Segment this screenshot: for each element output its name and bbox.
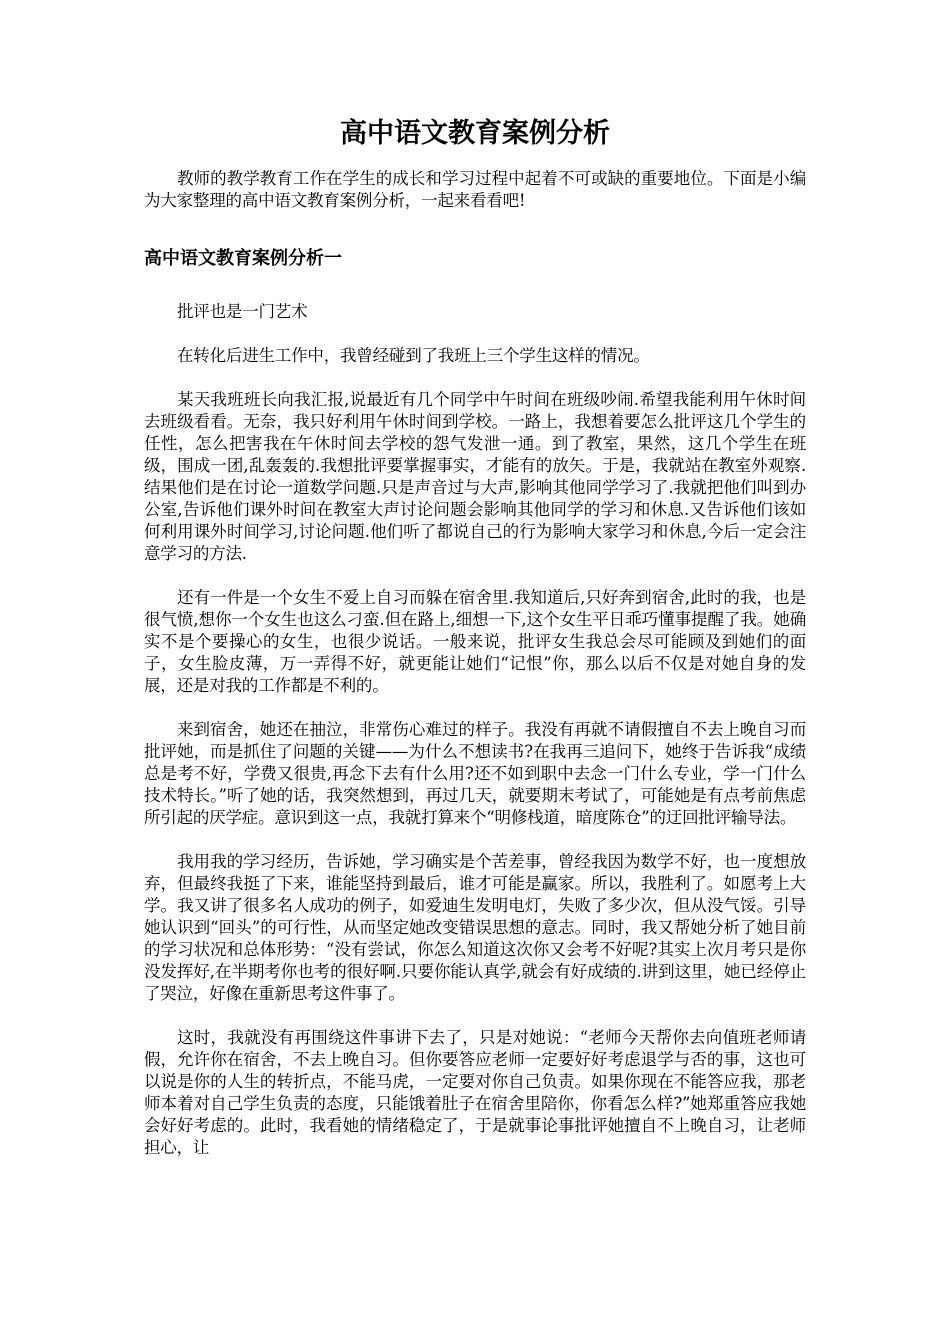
paragraph: 在转化后进生工作中，我曾经碰到了我班上三个学生这样的情况。: [177, 346, 650, 365]
document-body: [144, 168, 806, 1159]
section-heading: 高中语文教育案例分析一: [144, 248, 342, 269]
paragraph: 我用我的学习经历，告诉她，学习确实是个苦差事，曾经我因为数学不好，也一度想放弃，但最终我挺了下来，谁能坚持到最后，谁才可能是赢家。所以，我胜利了。如愿考上大学。我又讲了很多名人成功的例子，如爱迪生发明电灯，失败了多少次，但从没气馁。引导她认识到“回头”的可行性，从而坚定她改变错误思想的意志。同时，我又帮她分析了她目前的学习状况和总体形势：“没有尝试，你怎么知道这次你又会考不好呢?其实上次月考只是你没发挥好,在半期考你也考的很好啊.只要你能认真学,就会有好成绩的.讲到这里，她已经停止了哭泣，好像在重新思考这件事了。: [144, 852, 806, 1003]
paragraph: 批评也是一门艺术: [177, 302, 308, 321]
paragraph: 某天我班班长向我汇报,说最近有几个同学中午时间在班级吵闹.希望我能利用午休时间去班级看看。无奈，我只好利用午休时间到学校。一路上，我想着要怎么批评这几个学生的任性，怎么把害我在午休时间去学校的怨气发泄一通。到了教室，果然，这几个学生在班级，围成一团,乱轰轰的.我想批评要掌握事实，才能有的放矢。于是，我就站在教室外观察.结果他们是在讨论一道数学问题.只是声音过与大声,影响其他同学学习了.我就把他们叫到办公室,告诉他们课外时间在教室大声讨论问题会影响其他同学的学习和休息.又告诉他们该如何利用课外时间学习,讨论问题.他们听了都说自己的行为影响大家学习和休息,今后一定会注意学习的方法.: [144, 390, 806, 563]
paragraph: 这时，我就没有再围绕这件事讲下去了，只是对她说：“老师今天帮你去向值班老师请假，允许你在宿舍，不去上晚自习。但你要答应老师一定要好好考虑退学与否的事，这也可以说是你的人生的转折点，不能马虎，一定要对你自己负责。如果你现在不能答应我，那老师本着对自己学生负责的态度，只能饿着肚子在宿舍里陪你，你看怎么样?”她郑重答应我她会好好考虑的。此时，我看她的情绪稳定了，于是就事论事批评她擅自不上晚自习，让老师担心，让: [144, 1028, 806, 1157]
document-title: 高中语文教育案例分析: [340, 118, 610, 149]
paragraph: 还有一件是一个女生不爱上自习而躲在宿舍里.我知道后,只好奔到宿舍,此时的我，也是很气愤,想你一个女生也这么刁蛮.但在路上,细想一下,这个女生平日乖巧懂事提醒了我。她确实不是个要操心的女生，也很少说话。一般来说，批评女生我总会尽可能顾及到她们的面子，女生脸皮薄，万一弄得不好，就更能让她们“记恨”你，那么以后不仅是对她自身的发展，还是对我的工作都是不利的。: [144, 588, 806, 695]
intro-paragraph: 教师的教学教育工作在学生的成长和学习过程中起着不可或缺的重要地位。下面是小编为大家整理的高中语文教育案例分析，一起来看看吧!: [144, 169, 806, 210]
paragraph: 来到宿舍，她还在抽泣，非常伤心难过的样子。我没有再就不请假擅自不去上晚自习而批评她，而是抓住了问题的关键——为什么不想读书?在我再三追问下，她终于告诉我“成绩总是考不好，学费又很贵,再念下去有什么用?还不如到职中去念一门什么专业，学一门什么技术特长。”听了她的话，我突然想到，再过几天，就要期末考试了，可能她是有点考前焦虑所引起的厌学症。意识到这一点，我就打算来个“明修栈道，暗度陈仓”的迂回批评输导法。: [144, 720, 806, 827]
